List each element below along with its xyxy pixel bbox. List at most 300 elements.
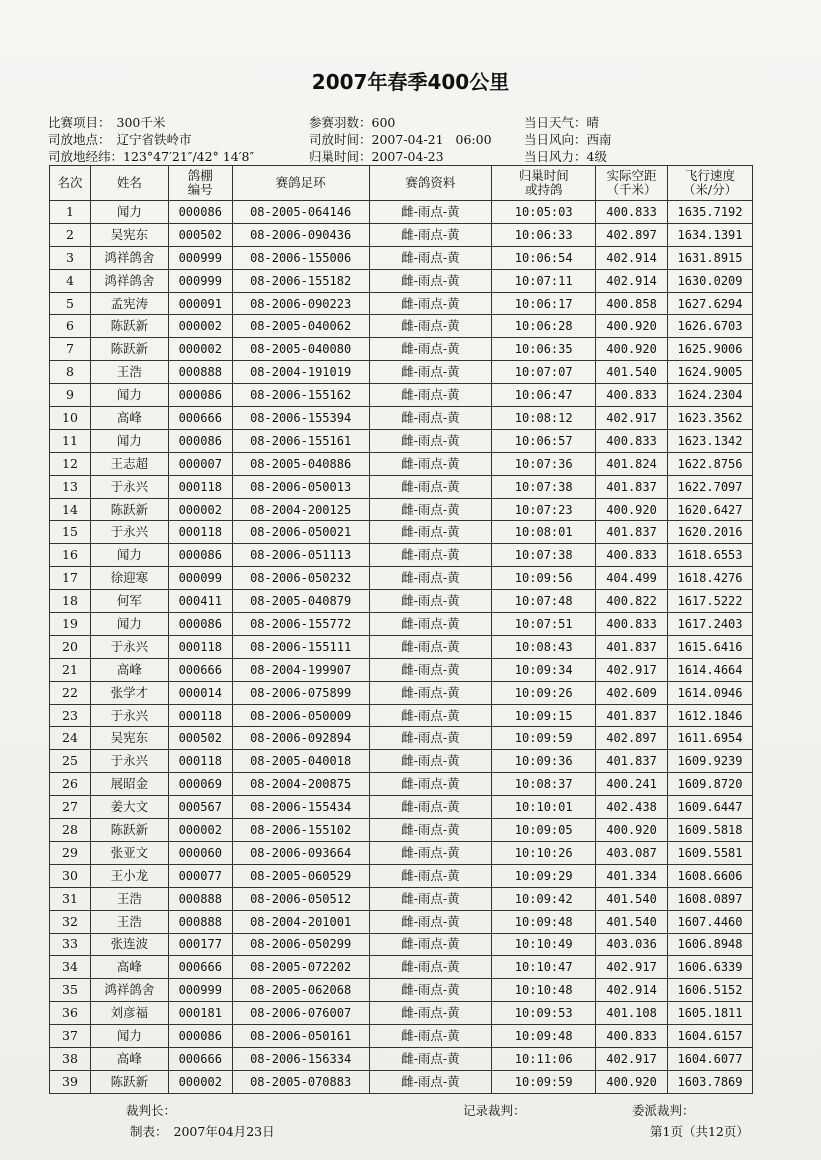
cell-rank: 20 — [50, 635, 91, 658]
cell-pigeon-info: 雌-雨点-黄 — [369, 544, 492, 567]
cell-rank: 2 — [50, 223, 91, 246]
cell-ring: 08-2005-070883 — [232, 1070, 369, 1093]
meta-release-label: 司放时间： — [309, 132, 372, 147]
cell-loft-id: 000086 — [168, 544, 232, 567]
table-body — [50, 201, 753, 1094]
cell-loft-id: 000502 — [168, 727, 232, 750]
cell-distance: 400.241 — [596, 773, 668, 796]
header-col-pigeon-info: 赛鸽资料 — [369, 166, 492, 201]
cell-name: 于永兴 — [90, 475, 168, 498]
cell-distance: 400.920 — [596, 1070, 668, 1093]
cell-pigeon-info: 雌-雨点-黄 — [369, 1047, 492, 1070]
cell-loft-id: 000666 — [168, 956, 232, 979]
table-header-row — [50, 166, 753, 201]
table-row — [50, 315, 753, 338]
cell-speed: 1605.1811 — [668, 1002, 753, 1025]
cell-speed: 1608.6606 — [668, 864, 753, 887]
cell-distance: 400.822 — [596, 590, 668, 613]
table-row — [50, 338, 753, 361]
cell-name: 张连波 — [90, 933, 168, 956]
cell-name: 闻力 — [90, 613, 168, 636]
cell-rank: 25 — [50, 750, 91, 773]
table-row — [50, 933, 753, 956]
cell-name: 徐迎寒 — [90, 567, 168, 590]
cell-rank: 6 — [50, 315, 91, 338]
cell-loft-id: 000099 — [168, 567, 232, 590]
table-row — [50, 292, 753, 315]
cell-ring: 08-2006-050021 — [232, 521, 369, 544]
cell-speed: 1606.8948 — [668, 933, 753, 956]
header-col-speed: 飞行速度 （米/分） — [668, 166, 753, 201]
cell-ring: 08-2006-155161 — [232, 429, 369, 452]
cell-loft-id: 000567 — [168, 796, 232, 819]
table-row — [50, 223, 753, 246]
cell-distance: 401.334 — [596, 864, 668, 887]
cell-ring: 08-2006-050009 — [232, 704, 369, 727]
table-row — [50, 750, 753, 773]
cell-rank: 14 — [50, 498, 91, 521]
cell-arrival: 10:09:53 — [492, 1002, 596, 1025]
cell-pigeon-info: 雌-雨点-黄 — [369, 384, 492, 407]
cell-pigeon-info: 雌-雨点-黄 — [369, 521, 492, 544]
cell-rank: 27 — [50, 796, 91, 819]
cell-pigeon-info: 雌-雨点-黄 — [369, 979, 492, 1002]
cell-loft-id: 000002 — [168, 1070, 232, 1093]
cell-name: 孟宪涛 — [90, 292, 168, 315]
cell-ring: 08-2006-090223 — [232, 292, 369, 315]
cell-ring: 08-2006-051113 — [232, 544, 369, 567]
cell-distance: 404.499 — [596, 567, 668, 590]
cell-speed: 1630.0209 — [668, 269, 753, 292]
table-row — [50, 681, 753, 704]
table-row — [50, 773, 753, 796]
cell-rank: 8 — [50, 361, 91, 384]
cell-distance: 402.917 — [596, 658, 668, 681]
cell-distance: 402.917 — [596, 956, 668, 979]
cell-name: 鸿祥鸽舍 — [90, 979, 168, 1002]
cell-arrival: 10:07:11 — [492, 269, 596, 292]
cell-arrival: 10:07:51 — [492, 613, 596, 636]
cell-pigeon-info: 雌-雨点-黄 — [369, 887, 492, 910]
cell-name: 于永兴 — [90, 704, 168, 727]
cell-name: 高峰 — [90, 658, 168, 681]
cell-pigeon-info: 雌-雨点-黄 — [369, 956, 492, 979]
cell-loft-id: 000888 — [168, 910, 232, 933]
cell-speed: 1622.7097 — [668, 475, 753, 498]
meta-release-value: 2007-04-21 06:00 — [371, 132, 492, 147]
cell-name: 刘彦福 — [90, 1002, 168, 1025]
cell-arrival: 10:11:06 — [492, 1047, 596, 1070]
cell-ring: 08-2006-156334 — [232, 1047, 369, 1070]
cell-loft-id: 000502 — [168, 223, 232, 246]
cell-ring: 08-2005-040018 — [232, 750, 369, 773]
table-row — [50, 841, 753, 864]
cell-pigeon-info: 雌-雨点-黄 — [369, 658, 492, 681]
cell-name: 陈跃新 — [90, 819, 168, 842]
cell-speed: 1611.6954 — [668, 727, 753, 750]
table-row — [50, 384, 753, 407]
meta-event-value: 300千米 — [116, 115, 166, 130]
cell-speed: 1607.4460 — [668, 910, 753, 933]
cell-arrival: 10:07:38 — [492, 475, 596, 498]
cell-pigeon-info: 雌-雨点-黄 — [369, 338, 492, 361]
cell-arrival: 10:09:29 — [492, 864, 596, 887]
cell-arrival: 10:10:01 — [492, 796, 596, 819]
cell-pigeon-info: 雌-雨点-黄 — [369, 864, 492, 887]
cell-pigeon-info: 雌-雨点-黄 — [369, 475, 492, 498]
cell-ring: 08-2006-050299 — [232, 933, 369, 956]
table-row — [50, 704, 753, 727]
cell-distance: 400.920 — [596, 338, 668, 361]
meta-coords-value: 123°47′21″/42° 14′8″ — [123, 149, 255, 164]
cell-rank: 15 — [50, 521, 91, 544]
meta-return-label: 归巢时间： — [309, 149, 372, 164]
cell-ring: 08-2005-072202 — [232, 956, 369, 979]
cell-ring: 08-2006-050161 — [232, 1025, 369, 1048]
cell-pigeon-info: 雌-雨点-黄 — [369, 223, 492, 246]
cell-speed: 1615.6416 — [668, 635, 753, 658]
cell-arrival: 10:10:26 — [492, 841, 596, 864]
cell-name: 陈跃新 — [90, 1070, 168, 1093]
cell-distance: 402.917 — [596, 1047, 668, 1070]
cell-name: 展昭金 — [90, 773, 168, 796]
cell-arrival: 10:06:54 — [492, 246, 596, 269]
cell-pigeon-info: 雌-雨点-黄 — [369, 1025, 492, 1048]
cell-ring: 08-2006-155394 — [232, 407, 369, 430]
cell-arrival: 10:10:49 — [492, 933, 596, 956]
cell-name: 王浩 — [90, 361, 168, 384]
cell-ring: 08-2006-093664 — [232, 841, 369, 864]
cell-loft-id: 000007 — [168, 452, 232, 475]
cell-arrival: 10:08:12 — [492, 407, 596, 430]
cell-arrival: 10:07:07 — [492, 361, 596, 384]
meta-coords-label: 司放地经纬： — [48, 149, 124, 164]
cell-distance: 401.540 — [596, 361, 668, 384]
meta-windforce-label: 当日风力： — [524, 149, 587, 164]
cell-speed: 1626.6703 — [668, 315, 753, 338]
cell-arrival: 10:08:43 — [492, 635, 596, 658]
table-row — [50, 407, 753, 430]
cell-rank: 19 — [50, 613, 91, 636]
meta-place — [48, 130, 192, 148]
cell-arrival: 10:06:47 — [492, 384, 596, 407]
cell-distance: 403.036 — [596, 933, 668, 956]
cell-loft-id: 000086 — [168, 1025, 232, 1048]
meta-winddir — [524, 130, 612, 148]
cell-loft-id: 000091 — [168, 292, 232, 315]
footer-page: 第1页（共12页） — [650, 1124, 749, 1139]
cell-speed: 1617.5222 — [668, 590, 753, 613]
table-row — [50, 819, 753, 842]
cell-loft-id: 000002 — [168, 819, 232, 842]
cell-loft-id: 000999 — [168, 246, 232, 269]
cell-distance: 400.920 — [596, 498, 668, 521]
cell-ring: 08-2006-050013 — [232, 475, 369, 498]
header-col-name: 姓名 — [90, 166, 168, 201]
cell-pigeon-info: 雌-雨点-黄 — [369, 498, 492, 521]
footer-delegate: 委派裁判： — [632, 1103, 695, 1118]
cell-pigeon-info: 雌-雨点-黄 — [369, 452, 492, 475]
cell-name: 张学才 — [90, 681, 168, 704]
cell-loft-id: 000181 — [168, 1002, 232, 1025]
cell-name: 吴宪东 — [90, 727, 168, 750]
cell-name: 鸿祥鸽舍 — [90, 246, 168, 269]
cell-arrival: 10:07:36 — [492, 452, 596, 475]
cell-distance: 400.920 — [596, 819, 668, 842]
cell-speed: 1627.6294 — [668, 292, 753, 315]
cell-loft-id: 000888 — [168, 887, 232, 910]
header-col-rank: 名次 — [50, 166, 91, 201]
cell-arrival: 10:09:56 — [492, 567, 596, 590]
meta-winddir-value: 西南 — [586, 132, 612, 147]
cell-distance: 400.833 — [596, 201, 668, 224]
cell-speed: 1609.9239 — [668, 750, 753, 773]
cell-ring: 08-2006-155111 — [232, 635, 369, 658]
cell-ring: 08-2004-191019 — [232, 361, 369, 384]
table-row — [50, 1047, 753, 1070]
table-row — [50, 590, 753, 613]
cell-loft-id: 000118 — [168, 704, 232, 727]
cell-ring: 08-2005-040879 — [232, 590, 369, 613]
cell-ring: 08-2006-155162 — [232, 384, 369, 407]
cell-rank: 38 — [50, 1047, 91, 1070]
cell-pigeon-info: 雌-雨点-黄 — [369, 796, 492, 819]
cell-loft-id: 000177 — [168, 933, 232, 956]
cell-name: 王浩 — [90, 910, 168, 933]
cell-rank: 10 — [50, 407, 91, 430]
meta-weather — [524, 113, 599, 131]
cell-pigeon-info: 雌-雨点-黄 — [369, 407, 492, 430]
cell-distance: 402.914 — [596, 246, 668, 269]
cell-name: 姜大文 — [90, 796, 168, 819]
cell-distance: 401.824 — [596, 452, 668, 475]
table-row — [50, 567, 753, 590]
meta-count-label: 参赛羽数： — [309, 115, 372, 130]
cell-speed: 1606.5152 — [668, 979, 753, 1002]
cell-rank: 35 — [50, 979, 91, 1002]
cell-ring: 08-2006-050232 — [232, 567, 369, 590]
cell-loft-id: 000002 — [168, 498, 232, 521]
table-row — [50, 956, 753, 979]
cell-rank: 36 — [50, 1002, 91, 1025]
cell-arrival: 10:06:28 — [492, 315, 596, 338]
cell-loft-id: 000014 — [168, 681, 232, 704]
cell-ring: 08-2005-040062 — [232, 315, 369, 338]
cell-speed: 1623.1342 — [668, 429, 753, 452]
cell-ring: 08-2005-060529 — [232, 864, 369, 887]
cell-ring: 08-2006-050512 — [232, 887, 369, 910]
cell-loft-id: 000118 — [168, 635, 232, 658]
cell-speed: 1609.5818 — [668, 819, 753, 842]
cell-pigeon-info: 雌-雨点-黄 — [369, 590, 492, 613]
footer-made — [130, 1122, 275, 1140]
cell-pigeon-info: 雌-雨点-黄 — [369, 613, 492, 636]
cell-ring: 08-2004-201001 — [232, 910, 369, 933]
cell-arrival: 10:06:57 — [492, 429, 596, 452]
cell-rank: 39 — [50, 1070, 91, 1093]
cell-arrival: 10:09:15 — [492, 704, 596, 727]
cell-rank: 24 — [50, 727, 91, 750]
cell-name: 鸿祥鸽舍 — [90, 269, 168, 292]
cell-name: 于永兴 — [90, 521, 168, 544]
cell-ring: 08-2004-199907 — [232, 658, 369, 681]
cell-pigeon-info: 雌-雨点-黄 — [369, 635, 492, 658]
cell-loft-id: 000666 — [168, 1047, 232, 1070]
cell-speed: 1609.6447 — [668, 796, 753, 819]
cell-arrival: 10:09:36 — [492, 750, 596, 773]
cell-name: 何军 — [90, 590, 168, 613]
cell-distance: 402.897 — [596, 727, 668, 750]
meta-windforce-value: 4级 — [586, 149, 607, 164]
table-row — [50, 796, 753, 819]
cell-pigeon-info: 雌-雨点-黄 — [369, 292, 492, 315]
cell-ring: 08-2006-155006 — [232, 246, 369, 269]
cell-speed: 1635.7192 — [668, 201, 753, 224]
table-row — [50, 269, 753, 292]
cell-speed: 1604.6157 — [668, 1025, 753, 1048]
cell-speed: 1624.9005 — [668, 361, 753, 384]
cell-distance: 401.540 — [596, 910, 668, 933]
meta-count-value: 600 — [371, 115, 396, 130]
footer-judge: 裁判长： — [126, 1103, 177, 1118]
cell-arrival: 10:09:34 — [492, 658, 596, 681]
cell-name: 陈跃新 — [90, 498, 168, 521]
table-row — [50, 1025, 753, 1048]
header-col-loft-id: 鸽棚 编号 — [168, 166, 232, 201]
cell-speed: 1634.1391 — [668, 223, 753, 246]
table-row — [50, 452, 753, 475]
cell-arrival: 10:07:38 — [492, 544, 596, 567]
cell-distance: 401.837 — [596, 750, 668, 773]
cell-distance: 402.438 — [596, 796, 668, 819]
cell-arrival: 10:09:42 — [492, 887, 596, 910]
cell-loft-id: 000086 — [168, 613, 232, 636]
cell-distance: 401.837 — [596, 635, 668, 658]
meta-event-label: 比赛项目： — [48, 115, 111, 130]
cell-arrival: 10:09:59 — [492, 727, 596, 750]
cell-rank: 17 — [50, 567, 91, 590]
cell-loft-id: 000002 — [168, 338, 232, 361]
cell-arrival: 10:09:48 — [492, 1025, 596, 1048]
table-row — [50, 246, 753, 269]
cell-loft-id: 000118 — [168, 750, 232, 773]
cell-rank: 21 — [50, 658, 91, 681]
cell-rank: 37 — [50, 1025, 91, 1048]
meta-event — [48, 113, 165, 131]
cell-ring: 08-2006-155772 — [232, 613, 369, 636]
cell-ring: 08-2006-155182 — [232, 269, 369, 292]
table-row — [50, 910, 753, 933]
cell-distance: 400.920 — [596, 315, 668, 338]
cell-arrival: 10:06:17 — [492, 292, 596, 315]
cell-pigeon-info: 雌-雨点-黄 — [369, 1002, 492, 1025]
cell-distance: 402.609 — [596, 681, 668, 704]
table-row — [50, 521, 753, 544]
cell-arrival: 10:09:26 — [492, 681, 596, 704]
cell-pigeon-info: 雌-雨点-黄 — [369, 841, 492, 864]
meta-place-label: 司放地点： — [48, 132, 111, 147]
cell-speed: 1624.2304 — [668, 384, 753, 407]
cell-speed: 1604.6077 — [668, 1047, 753, 1070]
cell-ring: 08-2006-075899 — [232, 681, 369, 704]
header-col-ring: 赛鸽足环 — [232, 166, 369, 201]
cell-name: 闻力 — [90, 429, 168, 452]
cell-distance: 400.833 — [596, 384, 668, 407]
meta-windforce — [524, 147, 607, 165]
cell-name: 闻力 — [90, 384, 168, 407]
cell-speed: 1612.1846 — [668, 704, 753, 727]
cell-pigeon-info: 雌-雨点-黄 — [369, 567, 492, 590]
cell-arrival: 10:06:33 — [492, 223, 596, 246]
table-row — [50, 979, 753, 1002]
cell-name: 张亚文 — [90, 841, 168, 864]
table-row — [50, 727, 753, 750]
cell-distance: 400.833 — [596, 1025, 668, 1048]
cell-rank: 1 — [50, 201, 91, 224]
cell-rank: 12 — [50, 452, 91, 475]
cell-ring: 08-2006-090436 — [232, 223, 369, 246]
cell-pigeon-info: 雌-雨点-黄 — [369, 246, 492, 269]
cell-speed: 1625.9006 — [668, 338, 753, 361]
cell-loft-id: 000666 — [168, 658, 232, 681]
meta-winddir-label: 当日风向： — [524, 132, 587, 147]
cell-speed: 1631.8915 — [668, 246, 753, 269]
cell-ring: 08-2006-092894 — [232, 727, 369, 750]
cell-arrival: 10:06:35 — [492, 338, 596, 361]
meta-return — [309, 147, 444, 165]
cell-rank: 4 — [50, 269, 91, 292]
cell-speed: 1620.2016 — [668, 521, 753, 544]
cell-arrival: 10:07:48 — [492, 590, 596, 613]
cell-speed: 1603.7869 — [668, 1070, 753, 1093]
cell-pigeon-info: 雌-雨点-黄 — [369, 933, 492, 956]
table-row — [50, 201, 753, 224]
cell-pigeon-info: 雌-雨点-黄 — [369, 750, 492, 773]
meta-return-value: 2007-04-23 — [371, 149, 444, 164]
cell-rank: 18 — [50, 590, 91, 613]
cell-rank: 16 — [50, 544, 91, 567]
cell-loft-id: 000118 — [168, 521, 232, 544]
cell-pigeon-info: 雌-雨点-黄 — [369, 819, 492, 842]
cell-distance: 402.914 — [596, 979, 668, 1002]
header-col-distance: 实际空距 （千米） — [596, 166, 668, 201]
cell-name: 于永兴 — [90, 750, 168, 773]
cell-ring: 08-2005-040080 — [232, 338, 369, 361]
meta-count — [309, 113, 395, 131]
cell-name: 闻力 — [90, 201, 168, 224]
cell-arrival: 10:10:47 — [492, 956, 596, 979]
cell-speed: 1618.6553 — [668, 544, 753, 567]
cell-loft-id: 000999 — [168, 979, 232, 1002]
cell-rank: 30 — [50, 864, 91, 887]
cell-pigeon-info: 雌-雨点-黄 — [369, 681, 492, 704]
cell-distance: 402.917 — [596, 407, 668, 430]
cell-name: 吴宪东 — [90, 223, 168, 246]
footer-made-label: 制表： — [130, 1124, 168, 1139]
cell-distance: 403.087 — [596, 841, 668, 864]
cell-name: 高峰 — [90, 407, 168, 430]
table-row — [50, 1070, 753, 1093]
cell-distance: 400.833 — [596, 429, 668, 452]
cell-speed: 1609.8720 — [668, 773, 753, 796]
cell-speed: 1614.4664 — [668, 658, 753, 681]
cell-pigeon-info: 雌-雨点-黄 — [369, 773, 492, 796]
meta-weather-label: 当日天气： — [524, 115, 587, 130]
cell-speed: 1618.4276 — [668, 567, 753, 590]
cell-pigeon-info: 雌-雨点-黄 — [369, 361, 492, 384]
cell-distance: 400.833 — [596, 544, 668, 567]
cell-pigeon-info: 雌-雨点-黄 — [369, 1070, 492, 1093]
